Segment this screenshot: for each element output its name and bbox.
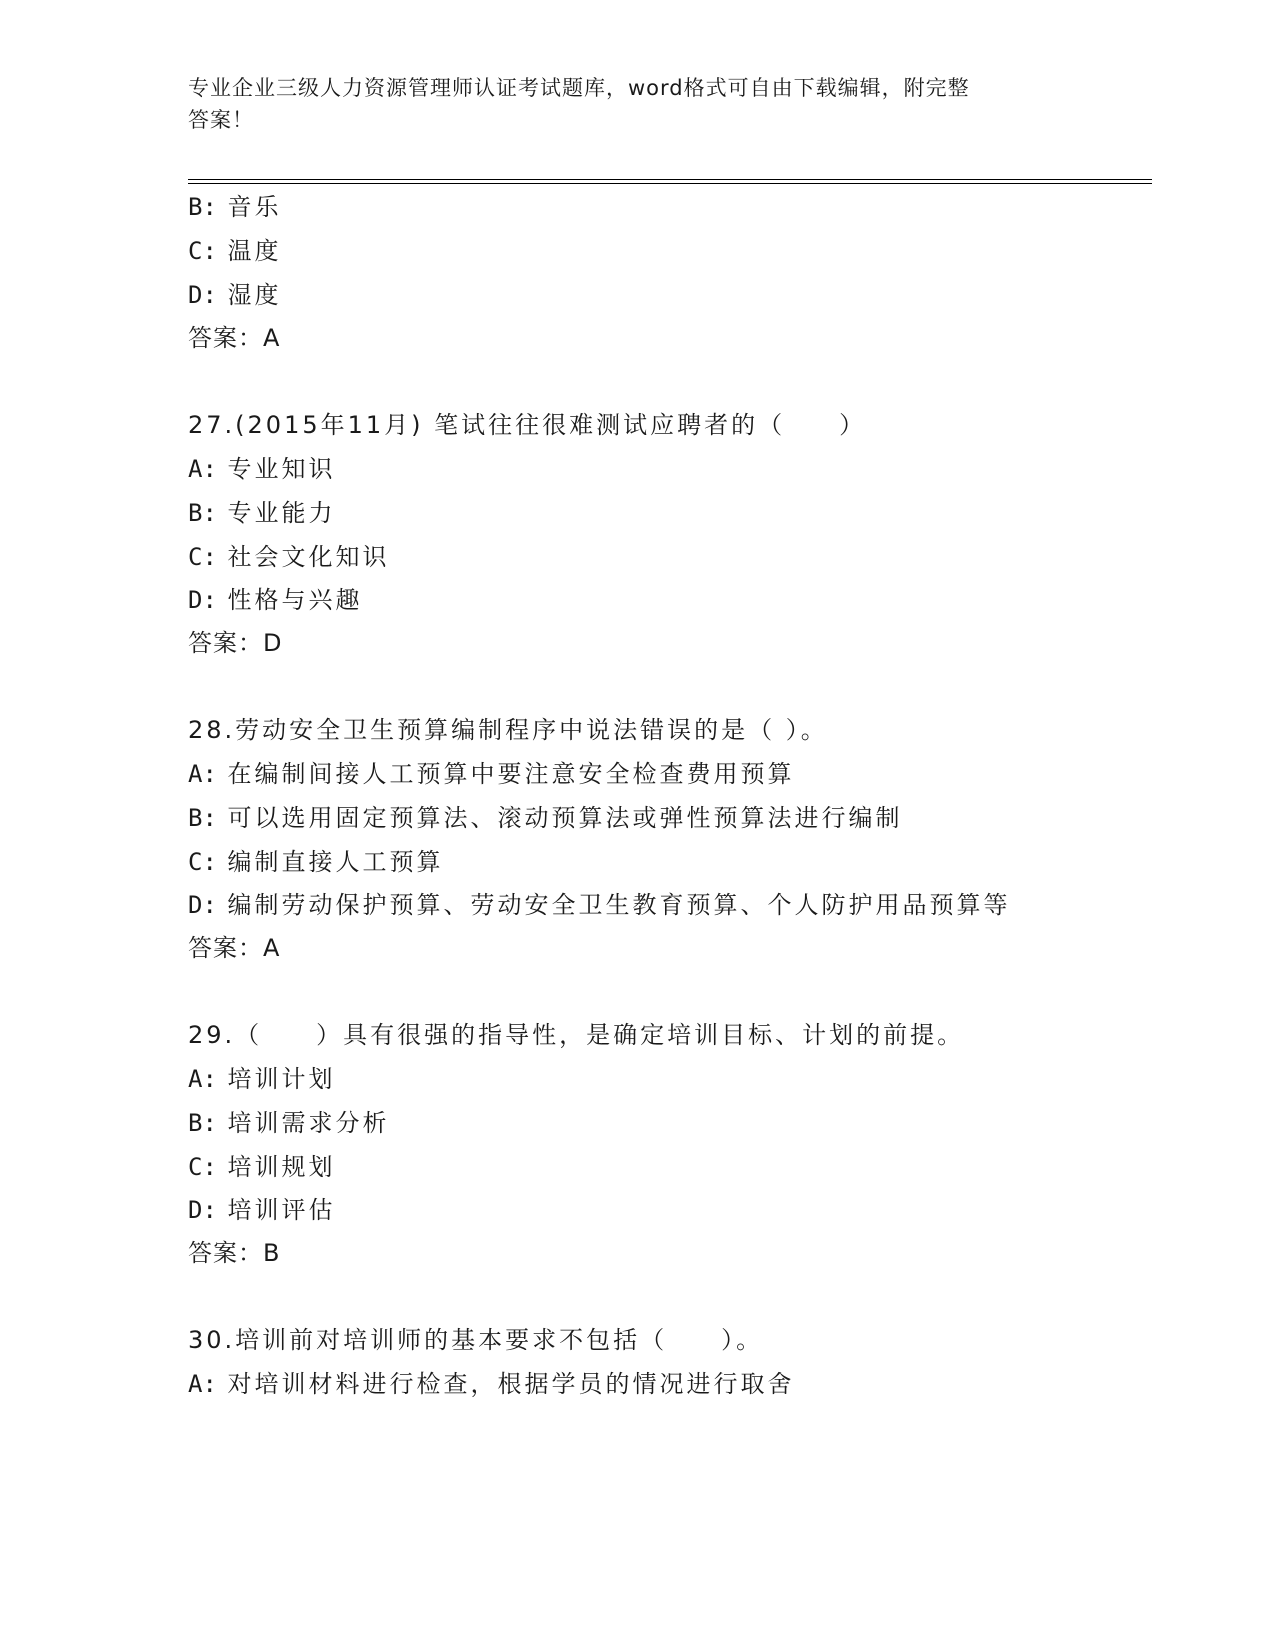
question-29-option-b: B: 培训需求分析 — [188, 1109, 390, 1137]
header-line-2: 答案！ — [188, 108, 254, 132]
question-30-option-a: A: 对培训材料进行检查，根据学员的情况进行取舍 — [188, 1370, 795, 1398]
header-line-1: 专业企业三级人力资源管理师认证考试题库，word格式可自由下载编辑，附完整 — [188, 76, 970, 100]
option-c: C: 温度 — [188, 237, 282, 265]
document-header — [188, 72, 1068, 136]
question-28-answer: 答案：A — [188, 934, 281, 962]
question-28-option-d: D: 编制劳动保护预算、劳动安全卫生教育预算、个人防护用品预算等 — [188, 891, 1011, 919]
option-b: B: 音乐 — [188, 193, 282, 221]
question-27-option-d: D: 性格与兴趣 — [188, 586, 363, 614]
header-rule-top — [188, 179, 1152, 180]
question-27-option-b: B: 专业能力 — [188, 499, 336, 527]
question-27-option-c: C: 社会文化知识 — [188, 543, 390, 571]
question-28-option-a: A: 在编制间接人工预算中要注意安全检查费用预算 — [188, 760, 795, 788]
question-30-stem: 30.培训前对培训师的基本要求不包括（ ）。 — [188, 1326, 764, 1354]
question-29-stem: 29.（ ）具有很强的指导性，是确定培训目标、计划的前提。 — [188, 1021, 965, 1049]
answer-line: 答案：A — [188, 324, 281, 352]
header-rule-bottom — [188, 183, 1152, 184]
question-27-answer: 答案：D — [188, 629, 283, 657]
question-28-option-c: C: 编制直接人工预算 — [188, 848, 444, 876]
question-29-option-d: D: 培训评估 — [188, 1196, 336, 1224]
question-27-stem: 27.(2015年11月) 笔试往往很难测试应聘者的（ ） — [188, 411, 867, 439]
option-d: D: 湿度 — [188, 281, 282, 309]
question-29-option-c: C: 培训规划 — [188, 1153, 336, 1181]
question-28-option-b: B: 可以选用固定预算法、滚动预算法或弹性预算法进行编制 — [188, 804, 903, 832]
question-29-option-a: A: 培训计划 — [188, 1065, 336, 1093]
question-27-option-a: A: 专业知识 — [188, 455, 336, 483]
question-29-answer: 答案：B — [188, 1239, 281, 1267]
question-28-stem: 28.劳动安全卫生预算编制程序中说法错误的是（ ）。 — [188, 716, 828, 744]
